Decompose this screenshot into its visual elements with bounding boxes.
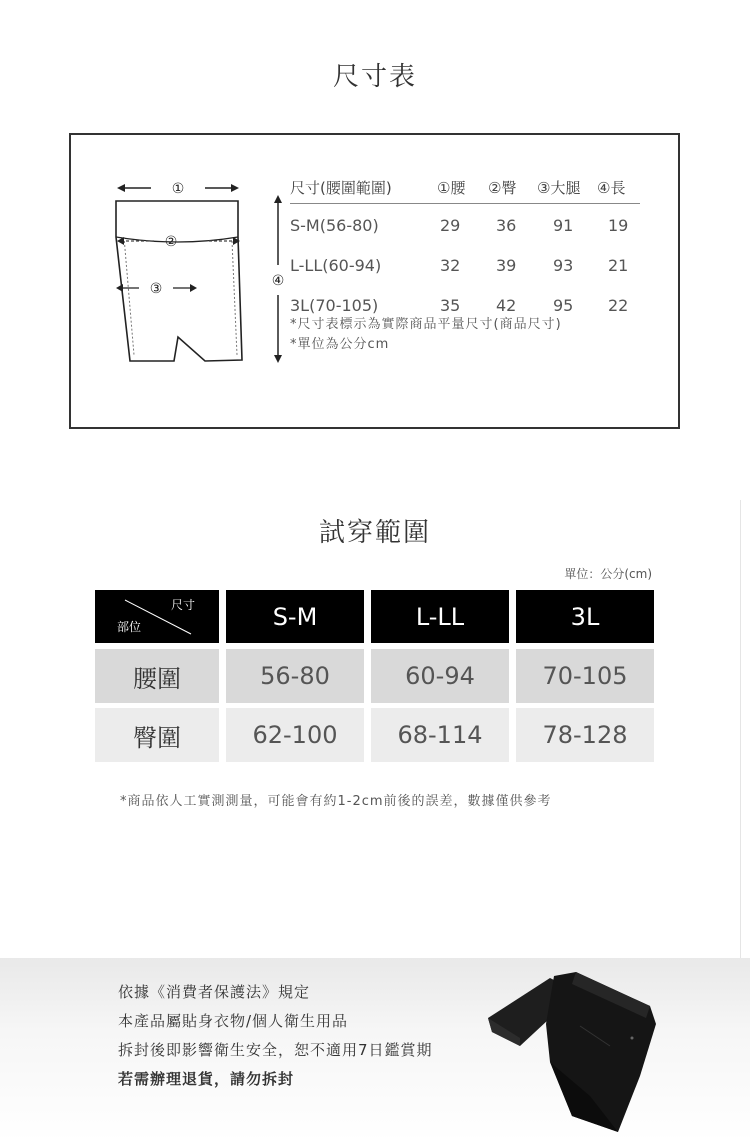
- hip-cell: 42: [496, 296, 517, 315]
- size-row: [290, 244, 640, 284]
- corner-diagonal: [95, 590, 219, 643]
- waist-cell: 29: [440, 216, 461, 235]
- policy-line: 拆封後即影響衛生安全，恕不適用7日鑑賞期: [118, 1041, 433, 1059]
- column-header: 3L: [516, 590, 654, 643]
- size-row: [290, 204, 640, 244]
- policy-line: 依據《消費者保護法》規定: [118, 983, 311, 1001]
- corner-size-label: 尺寸: [170, 598, 195, 612]
- size-table: [290, 175, 640, 324]
- size-cell: S-M(56-80): [290, 216, 379, 235]
- table-cell: 68-114: [371, 708, 509, 762]
- length-cell: 21: [608, 256, 629, 275]
- marker-3-label: ③: [149, 281, 163, 297]
- note-line: *單位為公分cm: [290, 337, 390, 352]
- shorts-product-image: [480, 966, 670, 1136]
- right-edge-line: [740, 500, 741, 960]
- marker-2-label: ②: [164, 234, 178, 250]
- shorts-diagram: [101, 175, 291, 375]
- size-notes: [290, 315, 562, 355]
- waist-cell: 35: [440, 296, 461, 315]
- header-thigh: ③大腿: [537, 179, 581, 197]
- marker-1-label: ①: [171, 181, 185, 197]
- column-header: L-LL: [371, 590, 509, 643]
- thigh-cell: 95: [553, 296, 574, 315]
- column-header: S-M: [226, 590, 364, 643]
- return-policy-text: [118, 978, 433, 1094]
- table-cell: 56-80: [226, 649, 364, 703]
- thigh-cell: 91: [553, 216, 574, 235]
- row-label-waist: 腰圍: [95, 649, 219, 703]
- measurement-disclaimer: *商品依人工實測測量，可能會有約1-2cm前後的誤差，數據僅供參考: [120, 794, 552, 809]
- marker-4-label: ④: [271, 273, 285, 289]
- corner-cell: [95, 590, 219, 643]
- table-cell: 62-100: [226, 708, 364, 762]
- thigh-cell: 93: [553, 256, 574, 275]
- header-length: ④長: [597, 179, 626, 197]
- fit-range-title: 試穿範圍: [318, 518, 431, 548]
- table-cell: 60-94: [371, 649, 509, 703]
- length-cell: 19: [608, 216, 629, 235]
- header-waist: ①腰: [437, 179, 466, 197]
- table-cell: 70-105: [516, 649, 654, 703]
- waist-cell: 32: [440, 256, 461, 275]
- corner-part-label: 部位: [117, 620, 142, 634]
- return-policy-footer: [0, 958, 750, 1141]
- length-cell: 22: [608, 296, 629, 315]
- unit-label: 單位：公分(cm): [564, 567, 652, 581]
- header-hip: ②臀: [488, 179, 517, 197]
- size-chart-title: 尺寸表: [332, 62, 417, 92]
- hip-cell: 36: [496, 216, 517, 235]
- size-chart-box: [69, 133, 680, 429]
- row-label-hip: 臀圍: [95, 708, 219, 762]
- table-cell: 78-128: [516, 708, 654, 762]
- hip-cell: 39: [496, 256, 517, 275]
- note-line: *尺寸表標示為實際商品平量尺寸(商品尺寸): [290, 317, 562, 332]
- header-size: 尺寸(腰圍範圍): [290, 179, 392, 197]
- policy-line: 本產品屬貼身衣物/個人衛生用品: [118, 1012, 349, 1030]
- size-cell: L-LL(60-94): [290, 256, 382, 275]
- shorts-outline: [116, 201, 242, 361]
- size-table-header: [290, 175, 640, 204]
- size-cell: 3L(70-105): [290, 296, 379, 315]
- policy-bold-line: 若需辦理退貨，請勿拆封: [118, 1070, 295, 1088]
